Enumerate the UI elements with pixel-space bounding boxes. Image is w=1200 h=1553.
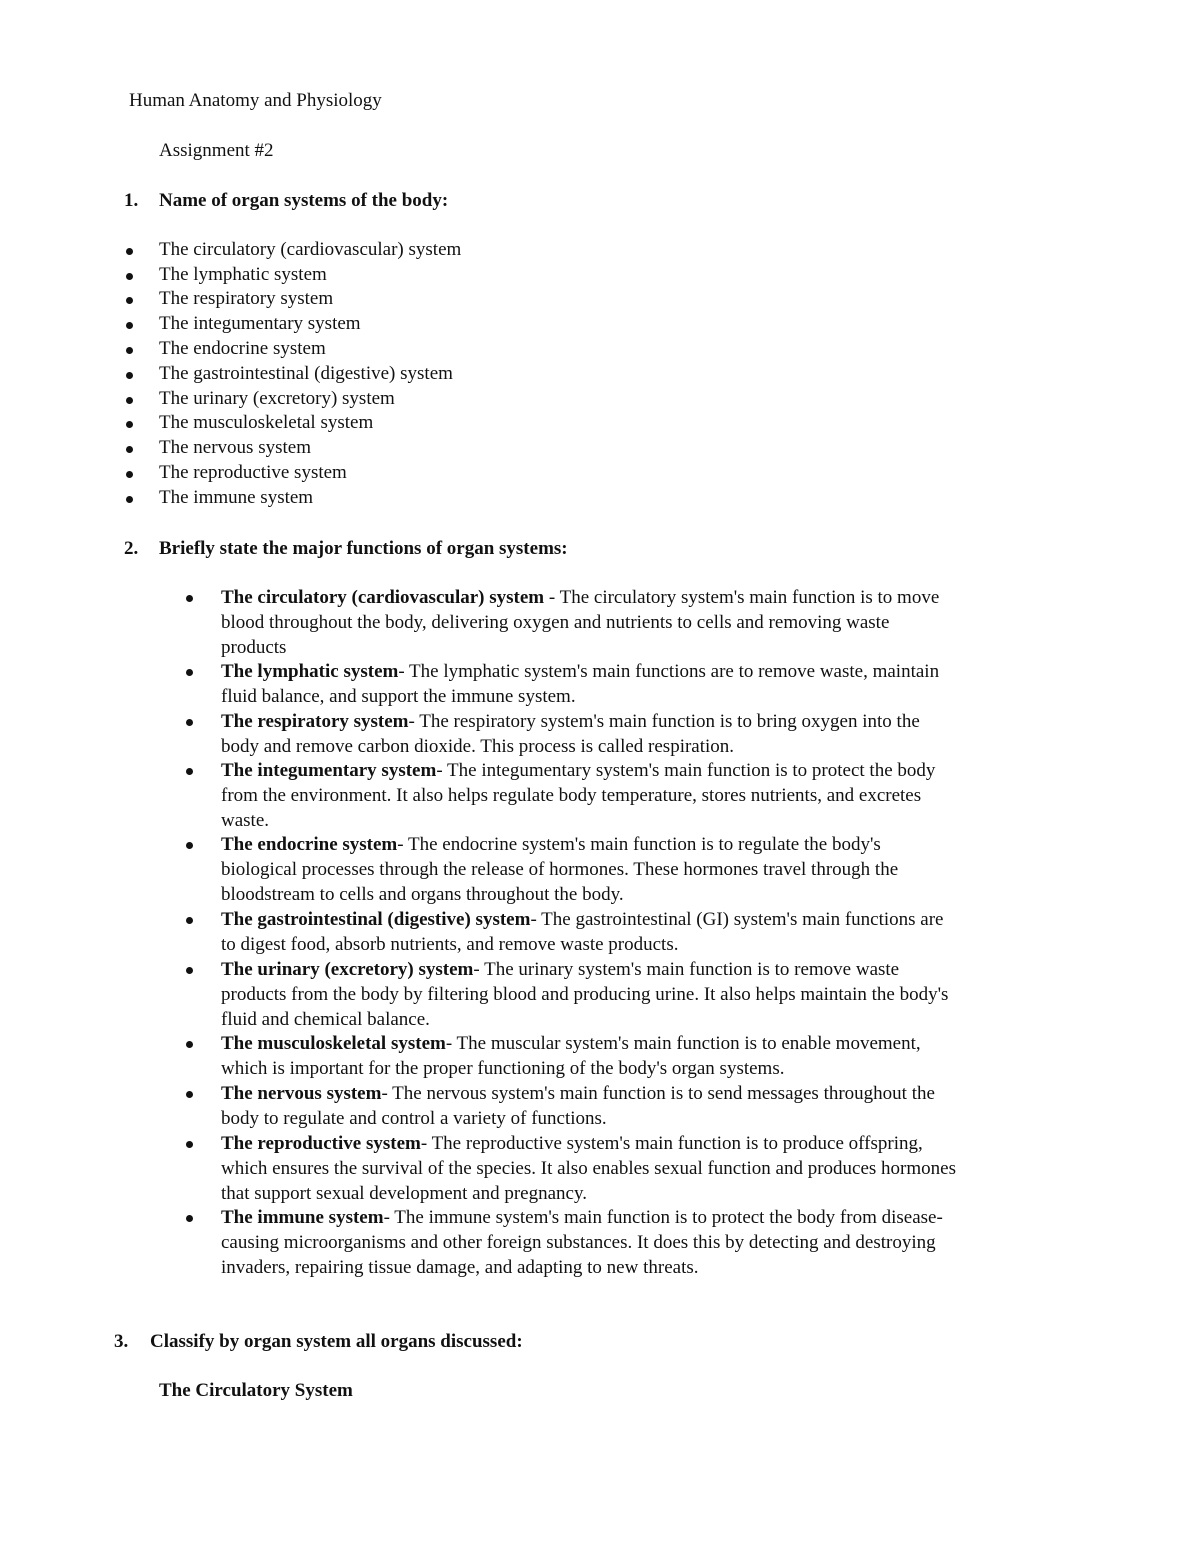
q2-heading: Briefly state the major functions of organ systems: [159,538,568,559]
function-description: from the environment. It also helps regulate body temperature, stores nutrients, and excretes [221,784,922,806]
bullet-icon [186,842,193,849]
function-description: - The circulatory system's main function is to move [544,587,940,608]
function-description: that support sexual development and pregnancy. [221,1182,587,1204]
function-term: The nervous system [221,1083,382,1104]
list-item-text: The endocrine system [159,338,326,359]
function-description: biological processes through the release of hormones. These hormones travel through the [221,858,899,880]
list-item-text: The gastrointestinal (digestive) system [159,363,453,384]
function-term: The respiratory system [221,711,409,732]
function-description: - The gastrointestinal (GI) system's main functions are [530,909,944,930]
function-term: The reproductive system [221,1133,421,1154]
function-description: - The urinary system's main function is to remove waste [473,959,900,980]
bullet-icon [186,595,193,602]
function-description: - The integumentary system's main function is to protect the body [436,760,936,781]
function-description: which ensures the survival of the species. It also enables sexual function and produces hormones [221,1157,956,1179]
bullet-icon [126,397,133,404]
bullet-icon [126,248,133,255]
function-description: - The reproductive system's main function is to produce offspring, [420,1133,923,1154]
function-description: fluid balance, and support the immune system. [221,685,576,707]
list-item-text: The musculoskeletal system [159,412,374,433]
function-term: The lymphatic system [221,661,399,682]
list-item-text: The urinary (excretory) system [159,388,395,409]
q3-heading: Classify by organ system all organs discussed: [150,1331,523,1352]
bullet-icon [126,297,133,304]
q2-number: 2. [124,538,139,559]
function-description: body to regulate and control a variety of functions. [221,1107,607,1129]
function-description: waste. [221,809,270,831]
list-item-text: The integumentary system [159,313,361,334]
bullet-icon [126,496,133,503]
function-description: - The respiratory system's main function is to bring oxygen into the [408,711,920,732]
bullet-icon [126,322,133,329]
function-description: invaders, repairing tissue damage, and adapting to new threats. [221,1256,699,1278]
function-description: which is important for the proper functioning of the body's organ systems. [221,1057,785,1079]
function-description: body and remove carbon dioxide. This process is called respiration. [221,735,735,757]
function-term: The integumentary system [221,760,437,781]
list-item-text: The lymphatic system [159,264,327,285]
assignment-title: Assignment #2 [159,140,274,161]
q1-number: 1. [124,190,139,211]
bullet-icon [126,372,133,379]
function-term: The immune system [221,1207,384,1228]
list-item-text: The respiratory system [159,288,334,309]
bullet-icon [186,917,193,924]
function-description: blood throughout the body, delivering oxygen and nutrients to cells and removing waste [221,611,890,633]
function-description: products [221,636,287,658]
q3-number: 3. [114,1331,129,1352]
bullet-icon [126,446,133,453]
bullet-icon [126,273,133,280]
q1-heading: Name of organ systems of the body: [159,190,449,211]
q3-subheading: The Circulatory System [159,1380,353,1401]
bullet-icon [126,347,133,354]
function-description: - The nervous system's main function is to send messages throughout the [381,1083,935,1104]
bullet-icon [126,421,133,428]
function-description: - The endocrine system's main function is to regulate the body's [397,834,881,855]
function-description: causing microorganisms and other foreign substances. It does this by detecting and destroying [221,1231,936,1253]
function-description: products from the body by filtering blood and producing urine. It also helps maintain the body's [221,983,949,1005]
list-item-text: The immune system [159,487,314,508]
bullet-icon [186,719,193,726]
bullet-icon [186,1141,193,1148]
list-item-text: The nervous system [159,437,311,458]
list-item-text: The circulatory (cardiovascular) system [159,239,462,260]
function-description: bloodstream to cells and organs throughout the body. [221,883,624,905]
course-title: Human Anatomy and Physiology [129,90,382,111]
list-item-text: The reproductive system [159,462,347,483]
function-term: The endocrine system [221,834,398,855]
function-term: The gastrointestinal (digestive) system [221,909,531,930]
function-term: The urinary (excretory) system [221,959,474,980]
function-description: to digest food, absorb nutrients, and remove waste products. [221,933,679,955]
bullet-icon [186,1215,193,1222]
function-description: - The immune system's main function is to protect the body from disease- [383,1207,943,1228]
function-term: The circulatory (cardiovascular) system [221,587,545,608]
function-description: - The muscular system's main function is to enable movement, [445,1033,921,1054]
bullet-icon [186,768,193,775]
bullet-icon [126,471,133,478]
bullet-icon [186,1041,193,1048]
function-term: The musculoskeletal system [221,1033,446,1054]
bullet-icon [186,669,193,676]
function-description: - The lymphatic system's main functions are to remove waste, maintain [398,661,940,682]
function-description: fluid and chemical balance. [221,1008,430,1030]
bullet-icon [186,967,193,974]
bullet-icon [186,1091,193,1098]
